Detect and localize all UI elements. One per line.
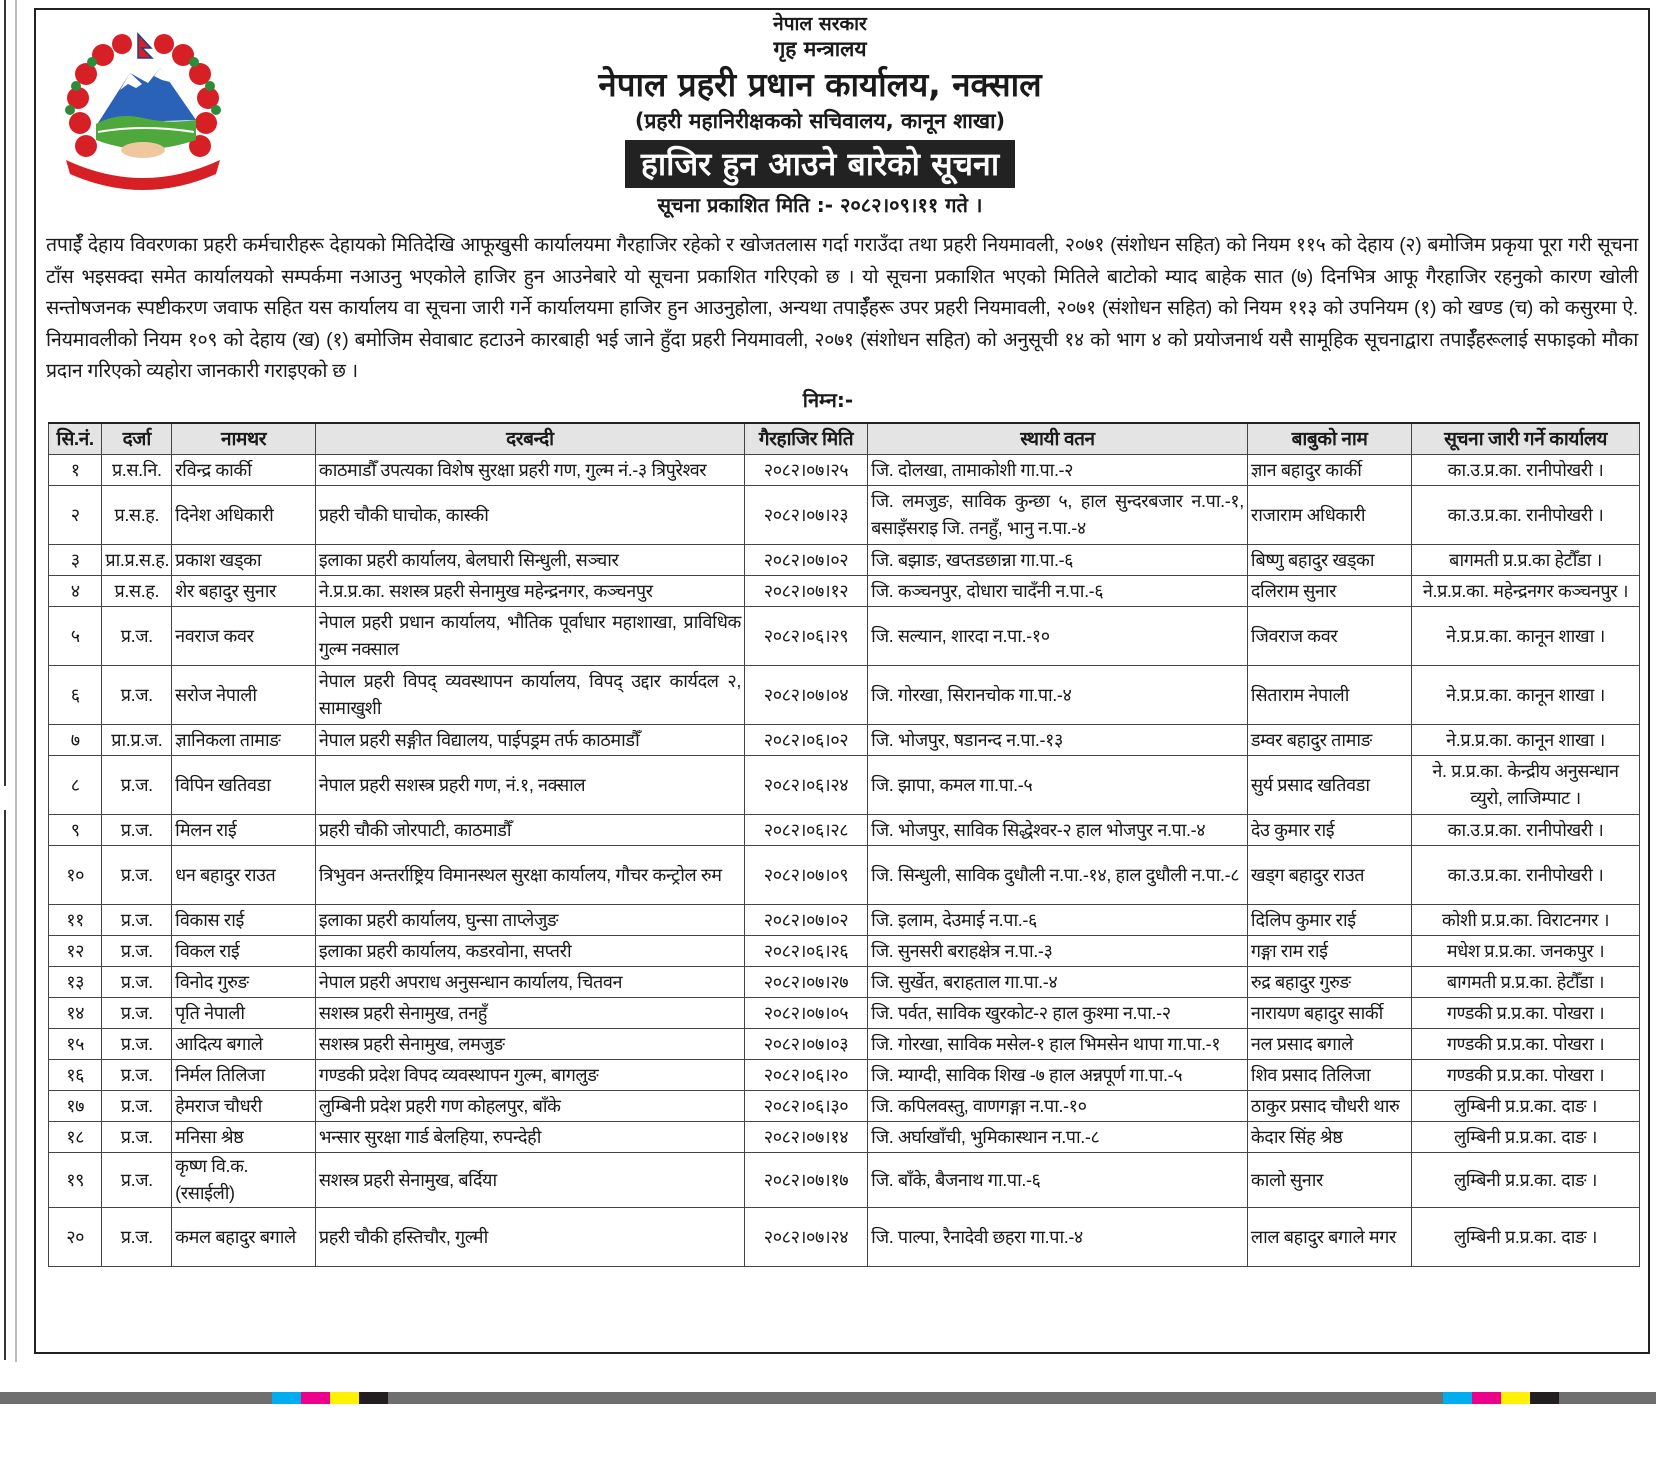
cell-absent-date: २०८२।०७।२७ bbox=[744, 967, 867, 998]
cell-serial-number: १५ bbox=[49, 1029, 102, 1060]
table-row bbox=[49, 1029, 1640, 1060]
cell-absent-date: २०८२।०६।२६ bbox=[744, 936, 867, 967]
cell-name: विकास राई bbox=[172, 905, 316, 936]
col-header-address: स्थायी वतन bbox=[868, 423, 1248, 455]
table-row bbox=[49, 967, 1640, 998]
cell-permanent-address: जि. कञ्चनपुर, दोधारा चादँनी न.पा.-६ bbox=[868, 576, 1248, 607]
cell-serial-number: २० bbox=[49, 1208, 102, 1267]
cell-posting: भन्सार सुरक्षा गार्ड बेलहिया, रुपन्देही bbox=[315, 1122, 744, 1153]
print-chip-yellow-right bbox=[1501, 1392, 1530, 1404]
cell-posting: सशस्त्र प्रहरी सेनामुख, बर्दिया bbox=[315, 1153, 744, 1208]
cell-absent-date: २०८२।०७।०५ bbox=[744, 998, 867, 1029]
cell-issuing-office: का.उ.प्र.का. रानीपोखरी । bbox=[1412, 846, 1640, 905]
cell-issuing-office: ने.प्र.प्र.का. कानून शाखा । bbox=[1412, 607, 1640, 666]
print-chip-magenta bbox=[301, 1392, 330, 1404]
cell-serial-number: १८ bbox=[49, 1122, 102, 1153]
cell-absent-date: २०८२।०७।०२ bbox=[744, 545, 867, 576]
cell-rank: प्र.स.ह. bbox=[102, 576, 172, 607]
table-row bbox=[49, 936, 1640, 967]
cell-posting: गण्डकी प्रदेश विपद व्यवस्थापन गुल्म, बागलुङ bbox=[315, 1060, 744, 1091]
cell-father-name: जिवराज कवर bbox=[1247, 607, 1411, 666]
government-name: नेपाल सरकार bbox=[773, 13, 867, 35]
cell-posting: सशस्त्र प्रहरी सेनामुख, लमजुङ bbox=[315, 1029, 744, 1060]
cell-rank: प्र.ज. bbox=[102, 1029, 172, 1060]
print-chip-yellow bbox=[330, 1392, 359, 1404]
cell-rank: प्र.ज. bbox=[102, 1091, 172, 1122]
cell-posting: ने.प्र.प्र.का. सशस्त्र प्रहरी सेनामुख महेन्द्रनगर, कञ्चनपुर bbox=[315, 576, 744, 607]
cell-serial-number: १७ bbox=[49, 1091, 102, 1122]
cell-father-name: दिलिप कुमार राई bbox=[1247, 905, 1411, 936]
cell-permanent-address: जि. सिन्धुली, साविक दुधौली न.पा.-१४, हाल दुधौली न.पा.-८ bbox=[868, 846, 1248, 905]
cell-permanent-address: जि. झापा, कमल गा.पा.-५ bbox=[868, 756, 1248, 815]
table-row bbox=[49, 545, 1640, 576]
cell-father-name: सिताराम नेपाली bbox=[1247, 666, 1411, 725]
cell-father-name: केदार सिंह श्रेष्ठ bbox=[1247, 1122, 1411, 1153]
table-row bbox=[49, 486, 1640, 545]
cell-rank: प्र.ज. bbox=[102, 1153, 172, 1208]
cell-father-name: देउ कुमार राई bbox=[1247, 815, 1411, 846]
cell-issuing-office: बागमती प्र.प्र.का हेटौँडा । bbox=[1412, 545, 1640, 576]
cell-serial-number: १९ bbox=[49, 1153, 102, 1208]
cell-posting: इलाका प्रहरी कार्यालय, घुन्सा ताप्लेजुङ bbox=[315, 905, 744, 936]
cell-permanent-address: जि. गोरखा, सिरानचोक गा.पा.-४ bbox=[868, 666, 1248, 725]
cell-serial-number: ४ bbox=[49, 576, 102, 607]
cell-serial-number: १ bbox=[49, 455, 102, 486]
notice-title: हाजिर हुन आउने बारेको सूचना bbox=[625, 140, 1015, 188]
cell-absent-date: २०८२।०७।२३ bbox=[744, 486, 867, 545]
print-chip-black-right bbox=[1530, 1392, 1559, 1404]
cell-absent-date: २०८२।०७।०९ bbox=[744, 846, 867, 905]
cell-serial-number: ७ bbox=[49, 725, 102, 756]
col-header-sn: सि.नं. bbox=[49, 423, 102, 455]
cell-absent-date: २०८२।०७।०३ bbox=[744, 1029, 867, 1060]
cell-father-name: राजाराम अधिकारी bbox=[1247, 486, 1411, 545]
cell-rank: प्र.ज. bbox=[102, 967, 172, 998]
nepal-emblem-icon bbox=[58, 28, 228, 198]
cell-absent-date: २०८२।०७।१४ bbox=[744, 1122, 867, 1153]
table-row bbox=[49, 756, 1640, 815]
cell-name: आदित्य बगाले bbox=[172, 1029, 316, 1060]
table-row bbox=[49, 725, 1640, 756]
absentee-table bbox=[48, 422, 1640, 1267]
cell-permanent-address: जि. पर्वत, साविक खुरकोट-२ हाल कुश्मा न.पा.-२ bbox=[868, 998, 1248, 1029]
col-header-rank: दर्जा bbox=[102, 423, 172, 455]
notice-header bbox=[540, 12, 1100, 220]
cell-serial-number: ३ bbox=[49, 545, 102, 576]
cell-absent-date: २०८२।०६।२४ bbox=[744, 756, 867, 815]
cell-issuing-office: गण्डकी प्र.प्र.का. पोखरा । bbox=[1412, 1060, 1640, 1091]
cell-name: मिलन राई bbox=[172, 815, 316, 846]
cell-father-name: बिष्णु बहादुर खड्का bbox=[1247, 545, 1411, 576]
cell-serial-number: ५ bbox=[49, 607, 102, 666]
print-chip-black bbox=[359, 1392, 388, 1404]
page-edge-left-lower bbox=[0, 810, 6, 1360]
table-row bbox=[49, 1122, 1640, 1153]
cell-rank: प्र.ज. bbox=[102, 905, 172, 936]
cell-permanent-address: जि. पाल्पा, रैनादेवी छहरा गा.पा.-४ bbox=[868, 1208, 1248, 1267]
cell-name: मनिसा श्रेष्ठ bbox=[172, 1122, 316, 1153]
cell-father-name: डम्वर बहादुर तामाङ bbox=[1247, 725, 1411, 756]
cell-absent-date: २०८२।०६।०२ bbox=[744, 725, 867, 756]
cell-name: निर्मल तिलिजा bbox=[172, 1060, 316, 1091]
margin-rule bbox=[15, 0, 17, 1362]
cell-issuing-office: बागमती प्र.प्र.का. हेटौँडा । bbox=[1412, 967, 1640, 998]
cell-posting: त्रिभुवन अन्तर्राष्ट्रिय विमानस्थल सुरक्षा कार्यालय, गौचर कन्ट्रोल रुम bbox=[315, 846, 744, 905]
cell-posting: नेपाल प्रहरी प्रधान कार्यालय, भौतिक पूर्वाधार महाशाखा, प्राविधिक गुल्म नक्साल bbox=[315, 607, 744, 666]
cell-posting: इलाका प्रहरी कार्यालय, बेलघारी सिन्धुली, सञ्चार bbox=[315, 545, 744, 576]
table-row bbox=[49, 815, 1640, 846]
cell-absent-date: २०८२।०७।२५ bbox=[744, 455, 867, 486]
cell-issuing-office: का.उ.प्र.का. रानीपोखरी । bbox=[1412, 455, 1640, 486]
cell-serial-number: १६ bbox=[49, 1060, 102, 1091]
cell-posting: नेपाल प्रहरी सशस्त्र प्रहरी गण, नं.१, नक्साल bbox=[315, 756, 744, 815]
cell-permanent-address: जि. बाँके, बैजनाथ गा.पा.-६ bbox=[868, 1153, 1248, 1208]
cell-name: विपिन खतिवडा bbox=[172, 756, 316, 815]
cell-posting: नेपाल प्रहरी अपराध अनुसन्धान कार्यालय, चितवन bbox=[315, 967, 744, 998]
cell-name: नवराज कवर bbox=[172, 607, 316, 666]
cell-father-name: सुर्य प्रसाद खतिवडा bbox=[1247, 756, 1411, 815]
table-row bbox=[49, 998, 1640, 1029]
cell-serial-number: १२ bbox=[49, 936, 102, 967]
col-header-issuing-office: सूचना जारी गर्ने कार्यालय bbox=[1412, 423, 1640, 455]
cell-name: विनोद गुरुङ bbox=[172, 967, 316, 998]
cell-absent-date: २०८२।०७।१२ bbox=[744, 576, 867, 607]
cell-father-name: नल प्रसाद बगाले bbox=[1247, 1029, 1411, 1060]
cell-issuing-office: ने. प्र.प्र.का. केन्द्रीय अनुसन्धान व्युरो, लाजिम्पाट । bbox=[1412, 756, 1640, 815]
cell-name: सरोज नेपाली bbox=[172, 666, 316, 725]
cell-posting: प्रहरी चौकी घाचोक, कास्की bbox=[315, 486, 744, 545]
cell-rank: प्र.ज. bbox=[102, 846, 172, 905]
cell-permanent-address: जि. दोलखा, तामाकोशी गा.पा.-२ bbox=[868, 455, 1248, 486]
cell-rank: प्र.ज. bbox=[102, 815, 172, 846]
cell-posting: काठमाडौँ उपत्यका विशेष सुरक्षा प्रहरी गण, गुल्म नं.-३ त्रिपुरेश्वर bbox=[315, 455, 744, 486]
cell-permanent-address: जि. सल्यान, शारदा न.पा.-१० bbox=[868, 607, 1248, 666]
nepal-flag bbox=[138, 34, 152, 58]
print-chip-magenta-right bbox=[1472, 1392, 1501, 1404]
cell-permanent-address: जि. गोरखा, साविक मसेल-१ हाल भिमसेन थापा गा.पा.-१ bbox=[868, 1029, 1248, 1060]
cell-issuing-office: गण्डकी प्र.प्र.का. पोखरा । bbox=[1412, 1029, 1640, 1060]
cell-father-name: ठाकुर प्रसाद चौधरी थारु bbox=[1247, 1091, 1411, 1122]
table-row bbox=[49, 846, 1640, 905]
cell-posting: लुम्बिनी प्रदेश प्रहरी गण कोहलपुर, बाँके bbox=[315, 1091, 744, 1122]
cell-issuing-office: लुम्बिनी प्र.प्र.का. दाङ । bbox=[1412, 1122, 1640, 1153]
cell-permanent-address: जि. बझाङ, खप्तडछान्ना गा.पा.-६ bbox=[868, 545, 1248, 576]
cell-permanent-address: जि. भोजपुर, षडानन्द न.पा.-१३ bbox=[868, 725, 1248, 756]
cell-posting: नेपाल प्रहरी सङ्गीत विद्यालय, पाईपड्रम तर्फ काठमाडौँ bbox=[315, 725, 744, 756]
cell-father-name: शिव प्रसाद तिलिजा bbox=[1247, 1060, 1411, 1091]
table-row bbox=[49, 1208, 1640, 1267]
cell-absent-date: २०८२।०७।०४ bbox=[744, 666, 867, 725]
table-header-row bbox=[49, 423, 1640, 455]
cell-posting: नेपाल प्रहरी विपद् व्यवस्थापन कार्यालय, विपद् उद्दार कार्यदल २, सामाखुशी bbox=[315, 666, 744, 725]
cell-absent-date: २०८२।०६।२८ bbox=[744, 815, 867, 846]
cell-serial-number: १० bbox=[49, 846, 102, 905]
cell-father-name: कालो सुनार bbox=[1247, 1153, 1411, 1208]
print-color-strip bbox=[0, 1392, 1656, 1404]
handshake bbox=[121, 142, 165, 158]
cell-rank: प्र.ज. bbox=[102, 936, 172, 967]
cell-father-name: नारायण बहादुर सार्की bbox=[1247, 998, 1411, 1029]
list-heading: निम्न:- bbox=[802, 388, 854, 412]
table-row bbox=[49, 607, 1640, 666]
cell-posting: प्रहरी चौकी जोरपाटी, काठमाडौँ bbox=[315, 815, 744, 846]
cell-serial-number: १३ bbox=[49, 967, 102, 998]
cell-issuing-office: मधेश प्र.प्र.का. जनकपुर । bbox=[1412, 936, 1640, 967]
print-chip-cyan bbox=[272, 1392, 301, 1404]
ministry-name: गृह मन्त्रालय bbox=[773, 37, 867, 61]
cell-permanent-address: जि. सुर्खेत, बराहताल गा.पा.-४ bbox=[868, 967, 1248, 998]
cell-name: शेर बहादुर सुनार bbox=[172, 576, 316, 607]
sub-office-name: (प्रहरी महानिरीक्षकको सचिवालय, कानून शाखा) bbox=[634, 109, 1006, 133]
cell-serial-number: ६ bbox=[49, 666, 102, 725]
cell-rank: प्र.ज. bbox=[102, 756, 172, 815]
cell-rank: प्र.स.नि. bbox=[102, 455, 172, 486]
cell-serial-number: ११ bbox=[49, 905, 102, 936]
cell-issuing-office: कोशी प्र.प्र.का. विराटनगर । bbox=[1412, 905, 1640, 936]
table-body bbox=[49, 455, 1640, 1267]
cell-name: ज्ञानिकला तामाङ bbox=[172, 725, 316, 756]
print-chip-cyan-right bbox=[1443, 1392, 1472, 1404]
cell-rank: प्र.स.ह. bbox=[102, 486, 172, 545]
col-header-posting: दरबन्दी bbox=[315, 423, 744, 455]
cell-father-name: रुद्र बहादुर गुरुङ bbox=[1247, 967, 1411, 998]
cell-issuing-office: का.उ.प्र.का. रानीपोखरी । bbox=[1412, 486, 1640, 545]
cell-serial-number: १४ bbox=[49, 998, 102, 1029]
cell-rank: प्र.ज. bbox=[102, 1122, 172, 1153]
cell-father-name: खड्ग बहादुर राउत bbox=[1247, 846, 1411, 905]
cell-rank: प्र.ज. bbox=[102, 666, 172, 725]
cell-issuing-office: ने.प्र.प्र.का. कानून शाखा । bbox=[1412, 725, 1640, 756]
table-row bbox=[49, 1153, 1640, 1208]
cell-posting: सशस्त्र प्रहरी सेनामुख, तनहुँ bbox=[315, 998, 744, 1029]
mountain bbox=[98, 68, 196, 123]
cell-permanent-address: जि. अर्घाखाँची, भुमिकास्थान न.पा.-८ bbox=[868, 1122, 1248, 1153]
cell-permanent-address: जि. लमजुङ, साविक कुन्छा ५, हाल सुन्दरबजार न.पा.-१, बसाइँसराइ जि. तनहुँ, भानु न.पा.-४ bbox=[868, 486, 1248, 545]
cell-rank: प्र.ज. bbox=[102, 1060, 172, 1091]
cell-permanent-address: जि. कपिलवस्तु, वाणगङ्गा न.पा.-१० bbox=[868, 1091, 1248, 1122]
cell-issuing-office: ने.प्र.प्र.का. कानून शाखा । bbox=[1412, 666, 1640, 725]
cell-issuing-office: लुम्बिनी प्र.प्र.का. दाङ । bbox=[1412, 1208, 1640, 1267]
cell-serial-number: ८ bbox=[49, 756, 102, 815]
cell-absent-date: २०८२।०७।०२ bbox=[744, 905, 867, 936]
col-header-father: बाबुको नाम bbox=[1247, 423, 1411, 455]
cell-rank: प्र.ज. bbox=[102, 1208, 172, 1267]
published-date: सूचना प्रकाशित मिति :- २०८२।०९।११ गते । bbox=[657, 193, 983, 217]
col-header-name: नामथर bbox=[172, 423, 316, 455]
cell-name: कृष्ण वि.क. (रसाईली) bbox=[172, 1153, 316, 1208]
cell-father-name: गङ्गा राम राई bbox=[1247, 936, 1411, 967]
cell-issuing-office: गण्डकी प्र.प्र.का. पोखरा । bbox=[1412, 998, 1640, 1029]
table-row bbox=[49, 1060, 1640, 1091]
cell-issuing-office: का.उ.प्र.का. रानीपोखरी । bbox=[1412, 815, 1640, 846]
cell-father-name: ज्ञान बहादुर कार्की bbox=[1247, 455, 1411, 486]
office-name: नेपाल प्रहरी प्रधान कार्यालय, नक्साल bbox=[598, 65, 1042, 104]
cell-permanent-address: जि. म्याग्दी, साविक शिख -७ हाल अन्नपूर्ण गा.पा.-५ bbox=[868, 1060, 1248, 1091]
cell-serial-number: ९ bbox=[49, 815, 102, 846]
cell-name: रविन्द्र कार्की bbox=[172, 455, 316, 486]
cell-posting: प्रहरी चौकी हस्तिचौर, गुल्मी bbox=[315, 1208, 744, 1267]
col-header-absent-date: गैरहाजिर मिति bbox=[744, 423, 867, 455]
notice-paragraph: तपाईँ देहाय विवरणका प्रहरी कर्मचारीहरू देहायको मितिदेखि आफूखुसी कार्यालयमा गैरहाजिर रहेको र खोजतलास गर्दा गराउँदा तथा प्रहरी नियमावली, २०७१ (संशोधन सहित) को नियम ११५ को देहाय (२) बमोजिम प्रकृया पूरा गरी सूचना टाँस भइसक्दा समेत कार्यालयको सम्पर्कमा नआउनु भएकोले हाजिर हुन आउनेबारे यो सूचना प्रकाशित गरिएको छ । यो सूचना प्रकाशित भएको मितिले बाटोको म्याद बाहेक सात (७) दिनभित्र आफू गैरहाजिर रहनुको कारण खोली सन्तोषजनक स्पष्टीकरण जवाफ सहित यस कार्यालय वा सूचना जारी गर्ने कार्यालयमा हाजिर हुन आउनुहोला, अन्यथा तपाईँहरू उपर प्रहरी नियमावली, २०७१ (संशोधन सहित) को नियम ११३ को उपनियम (१) को खण्ड (च) को कसुरमा ऐ. नियमावलीको नियम १०९ को देहाय (ख) (१) बमोजिम सेवाबाट हटाउने कारबाही भई जाने हुँदा प्रहरी नियमावली, २०७१ (संशोधन सहित) को अनुसूची १४ को भाग ४ को प्रयोजनार्थ यसै सामूहिक सूचनाद्वारा तपाईँहरूलाई सफाइको मौका प्रदान गरिएको व्यहोरा जानकारी गराइएको छ । bbox=[46, 234, 1638, 382]
cell-father-name: दलिराम सुनार bbox=[1247, 576, 1411, 607]
cell-absent-date: २०८२।०७।१७ bbox=[744, 1153, 867, 1208]
table-row bbox=[49, 576, 1640, 607]
motto-ribbon bbox=[66, 160, 220, 190]
cell-permanent-address: जि. सुनसरी बराहक्षेत्र न.पा.-३ bbox=[868, 936, 1248, 967]
cell-permanent-address: जि. भोजपुर, साविक सिद्धेश्वर-२ हाल भोजपुर न.पा.-४ bbox=[868, 815, 1248, 846]
cell-absent-date: २०८२।०६।२९ bbox=[744, 607, 867, 666]
cell-rank: प्रा.प्र.ज. bbox=[102, 725, 172, 756]
table-row bbox=[49, 666, 1640, 725]
cell-issuing-office: लुम्बिनी प्र.प्र.का. दाङ । bbox=[1412, 1091, 1640, 1122]
cell-issuing-office: ने.प्र.प्र.का. महेन्द्रनगर कञ्चनपुर । bbox=[1412, 576, 1640, 607]
cell-name: विकल राई bbox=[172, 936, 316, 967]
cell-name: दिनेश अधिकारी bbox=[172, 486, 316, 545]
cell-absent-date: २०८२।०७।२४ bbox=[744, 1208, 867, 1267]
cell-posting: इलाका प्रहरी कार्यालय, कडरवोना, सप्तरी bbox=[315, 936, 744, 967]
table-row bbox=[49, 455, 1640, 486]
cell-name: पृति नेपाली bbox=[172, 998, 316, 1029]
cell-name: कमल बहादुर बगाले bbox=[172, 1208, 316, 1267]
cell-father-name: लाल बहादुर बगाले मगर bbox=[1247, 1208, 1411, 1267]
cell-absent-date: २०८२।०६।३० bbox=[744, 1091, 867, 1122]
cell-name: प्रकाश खड्का bbox=[172, 545, 316, 576]
cell-absent-date: २०८२।०६।२० bbox=[744, 1060, 867, 1091]
cell-name: धन बहादुर राउत bbox=[172, 846, 316, 905]
cell-serial-number: २ bbox=[49, 486, 102, 545]
cell-rank: प्र.ज. bbox=[102, 607, 172, 666]
cell-issuing-office: लुम्बिनी प्र.प्र.का. दाङ । bbox=[1412, 1153, 1640, 1208]
table-row bbox=[49, 1091, 1640, 1122]
cell-name: हेमराज चौधरी bbox=[172, 1091, 316, 1122]
cell-rank: प्र.ज. bbox=[102, 998, 172, 1029]
cell-permanent-address: जि. इलाम, देउमाई न.पा.-६ bbox=[868, 905, 1248, 936]
cell-rank: प्रा.प्र.स.ह. bbox=[102, 545, 172, 576]
table-row bbox=[49, 905, 1640, 936]
